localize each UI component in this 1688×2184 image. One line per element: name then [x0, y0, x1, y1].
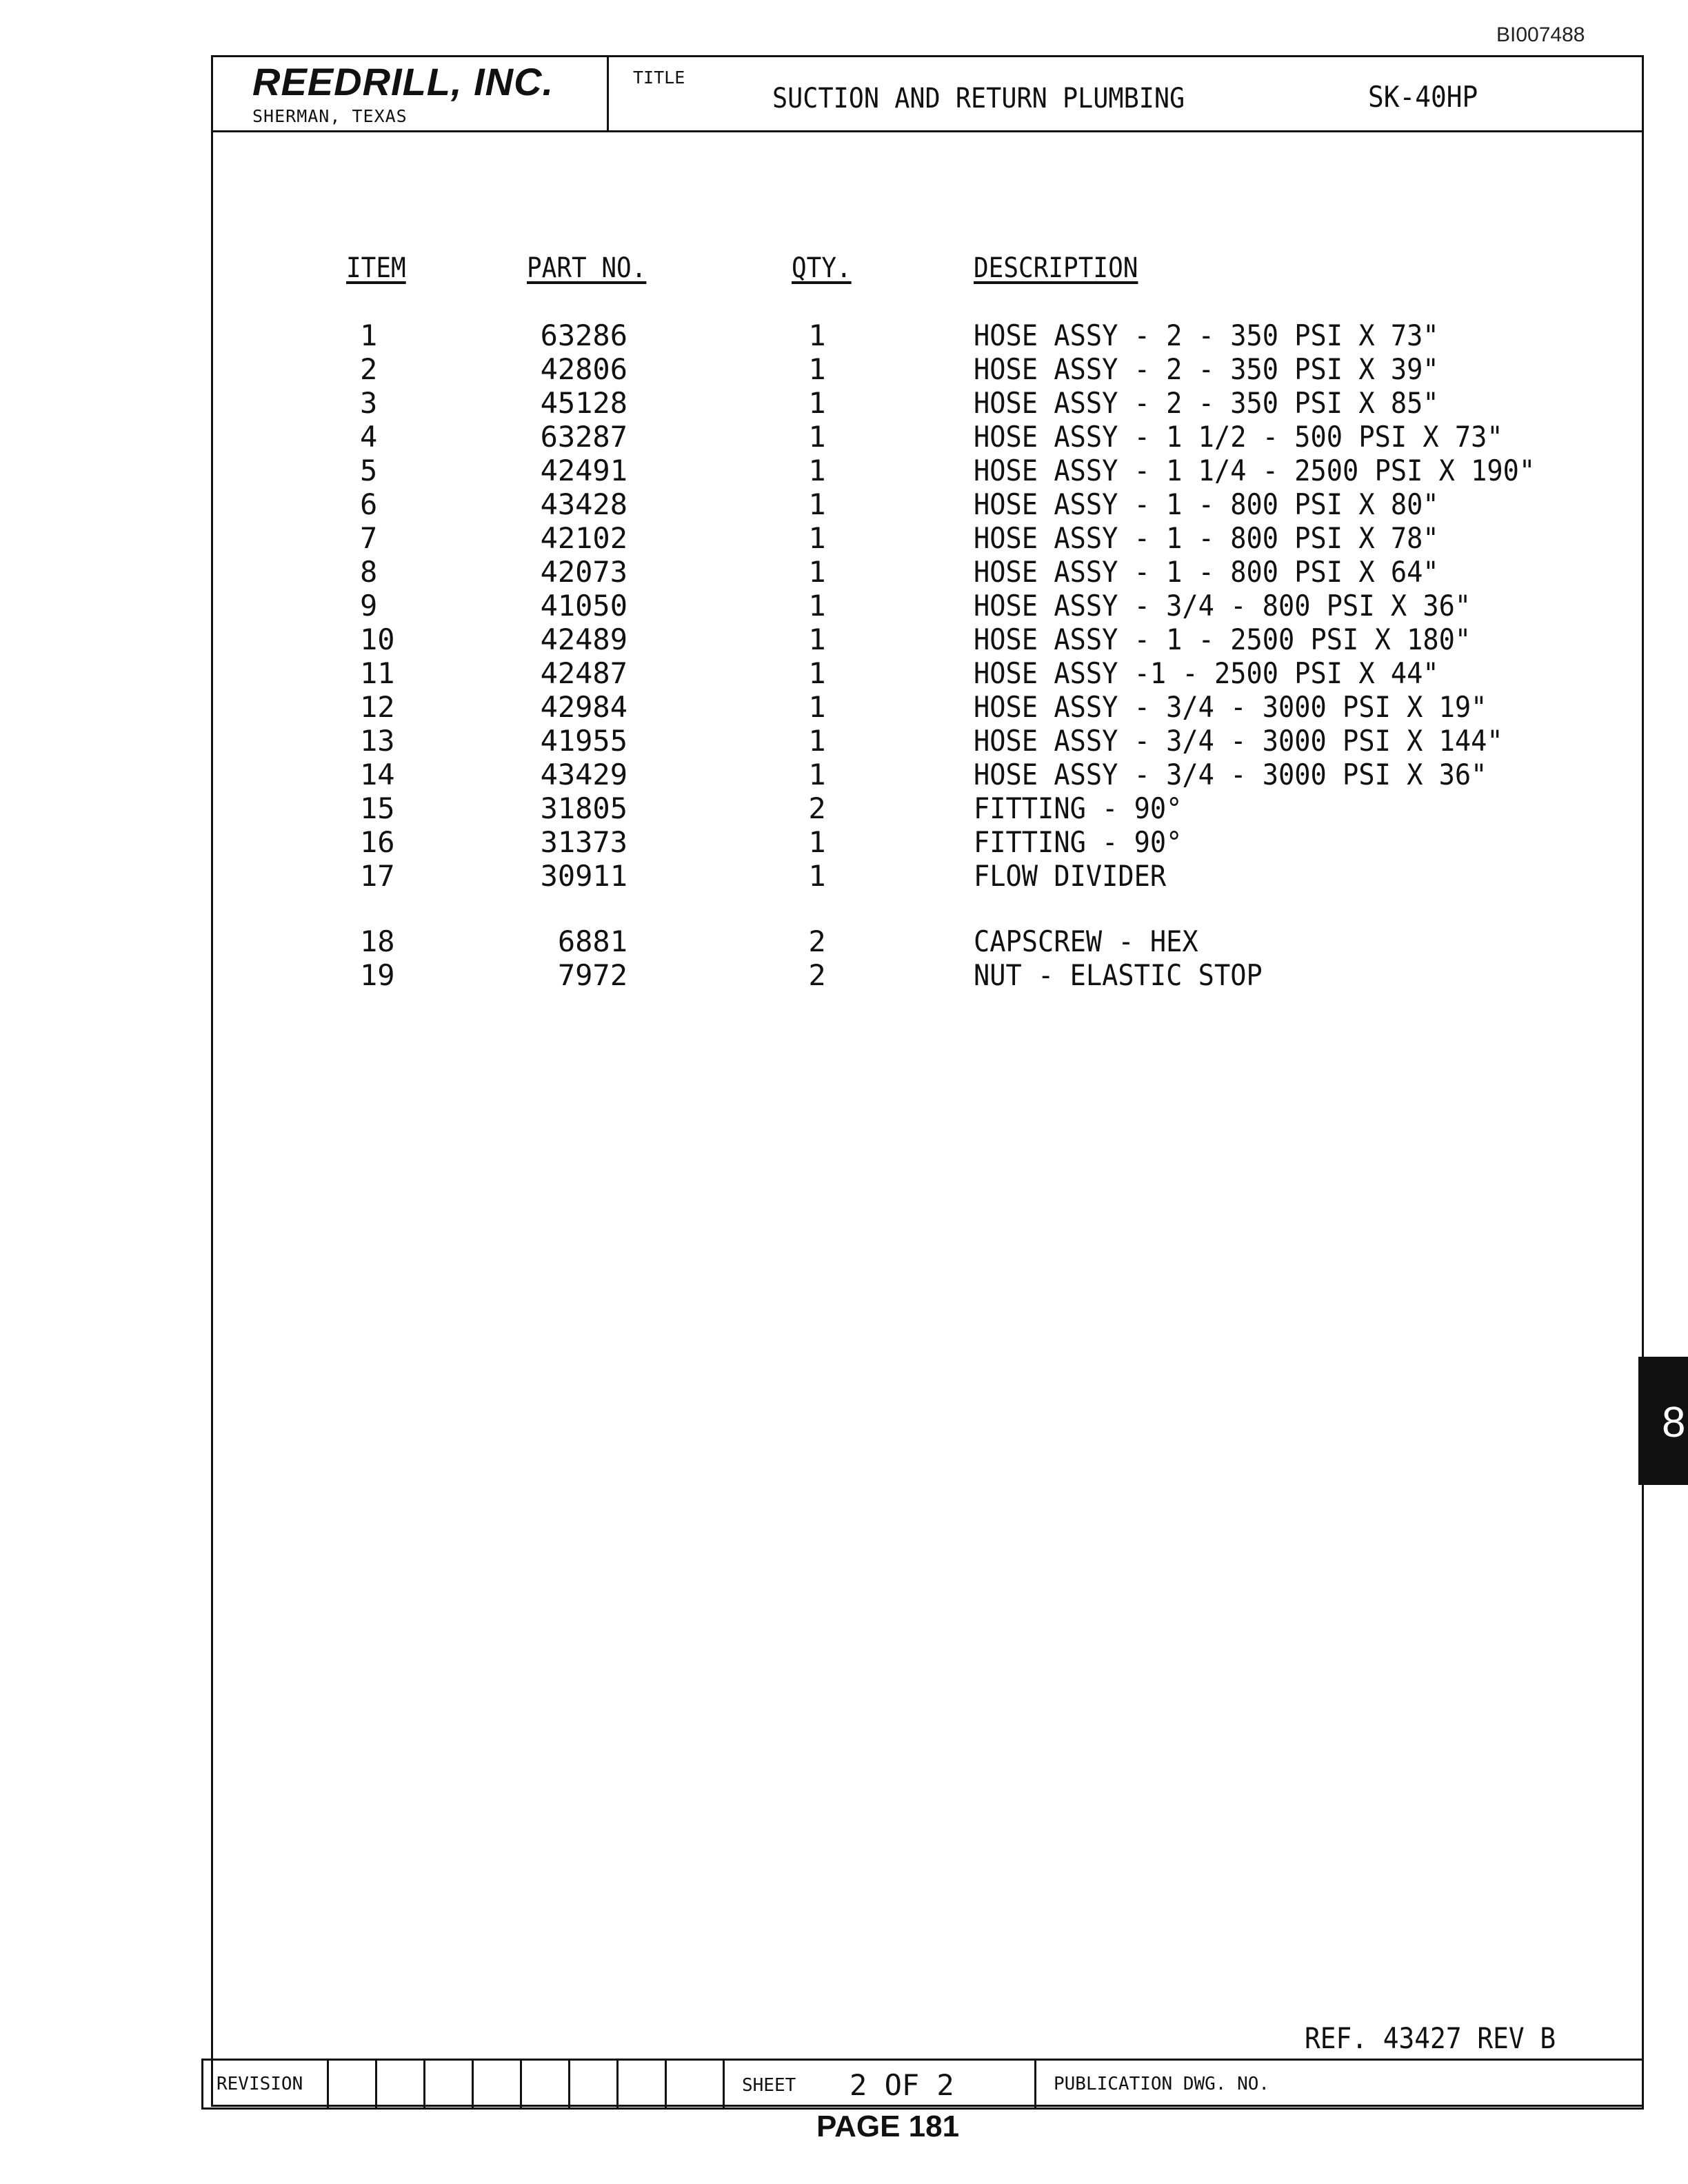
table-row — [0, 690, 1688, 724]
description: HOSE ASSY -1 - 2500 PSI X 44" — [974, 656, 1439, 690]
table-row — [0, 589, 1688, 623]
revision-cell-divider — [472, 2059, 474, 2110]
table-row — [0, 487, 1688, 521]
part-number: 43429 — [540, 758, 627, 791]
item-number: 12 — [360, 690, 395, 724]
description: HOSE ASSY - 1 - 2500 PSI X 180" — [974, 623, 1471, 656]
description: HOSE ASSY - 1 - 800 PSI X 78" — [974, 521, 1439, 555]
part-number: 42806 — [540, 352, 627, 386]
description: HOSE ASSY - 3/4 - 3000 PSI X 144" — [974, 724, 1503, 758]
quantity: 1 — [808, 724, 826, 758]
item-number: 8 — [360, 555, 378, 589]
quantity: 1 — [808, 487, 826, 521]
part-number: 42984 — [540, 690, 627, 724]
revision-cell-divider — [616, 2059, 619, 2110]
model-number: SK-40HP — [1368, 80, 1478, 114]
revision-cell-divider — [665, 2059, 667, 2110]
quantity: 1 — [808, 690, 826, 724]
table-row — [0, 420, 1688, 454]
quantity: 1 — [808, 656, 826, 690]
description: HOSE ASSY - 2 - 350 PSI X 73" — [974, 318, 1439, 352]
table-row — [0, 758, 1688, 791]
title-label: TITLE — [633, 68, 685, 88]
reference-number: REF. 43427 REV B — [1305, 2021, 1556, 2055]
item-number: 16 — [360, 825, 395, 859]
part-number: 7972 — [557, 958, 627, 992]
table-row — [0, 386, 1688, 420]
document-id: BI007488 — [1496, 23, 1585, 46]
publication-label: PUBLICATION DWG. NO. — [1054, 2074, 1270, 2094]
table-row — [0, 521, 1688, 555]
part-number: 42102 — [540, 521, 627, 555]
description: FLOW DIVIDER — [974, 859, 1167, 893]
table-row — [0, 318, 1688, 352]
sheet-number: 2 OF 2 — [850, 2068, 954, 2102]
column-header-item: ITEM — [346, 252, 406, 284]
quantity: 1 — [808, 352, 826, 386]
table-row — [0, 791, 1688, 825]
revision-label: REVISION — [217, 2074, 303, 2094]
item-number: 10 — [360, 623, 395, 656]
item-number: 14 — [360, 758, 395, 791]
company-location: SHERMAN, TEXAS — [252, 106, 408, 126]
quantity: 1 — [808, 521, 826, 555]
quantity: 1 — [808, 454, 826, 487]
quantity: 1 — [808, 758, 826, 791]
table-row — [0, 924, 1688, 958]
item-number: 1 — [360, 318, 378, 352]
description: HOSE ASSY - 1 - 800 PSI X 80" — [974, 487, 1439, 521]
quantity: 1 — [808, 318, 826, 352]
quantity: 1 — [808, 420, 826, 454]
item-number: 7 — [360, 521, 378, 555]
part-number: 42489 — [540, 623, 627, 656]
part-number: 30911 — [540, 859, 627, 893]
part-number: 42491 — [540, 454, 627, 487]
quantity: 1 — [808, 589, 826, 623]
column-header-qty: QTY. — [792, 252, 852, 284]
part-number: 43428 — [540, 487, 627, 521]
item-number: 2 — [360, 352, 378, 386]
quantity: 2 — [808, 958, 826, 992]
quantity: 1 — [808, 825, 826, 859]
description: HOSE ASSY - 3/4 - 3000 PSI X 19" — [974, 690, 1487, 724]
description: HOSE ASSY - 3/4 - 3000 PSI X 36" — [974, 758, 1487, 791]
description: HOSE ASSY - 2 - 350 PSI X 39" — [974, 352, 1439, 386]
quantity: 1 — [808, 386, 826, 420]
quantity: 1 — [808, 623, 826, 656]
item-number: 6 — [360, 487, 378, 521]
item-number: 9 — [360, 589, 378, 623]
table-row — [0, 352, 1688, 386]
quantity: 1 — [808, 555, 826, 589]
revision-cell-divider — [423, 2059, 425, 2110]
part-number: 41050 — [540, 589, 627, 623]
table-row — [0, 555, 1688, 589]
description: HOSE ASSY - 1 1/4 - 2500 PSI X 190" — [974, 454, 1536, 487]
table-row — [0, 859, 1688, 893]
section-tab-number: 8 — [1662, 1399, 1686, 1446]
item-number: 15 — [360, 791, 395, 825]
part-number: 31373 — [540, 825, 627, 859]
column-header-part-no: PART NO. — [527, 252, 647, 284]
part-number: 42487 — [540, 656, 627, 690]
table-row — [0, 454, 1688, 487]
description: NUT - ELASTIC STOP — [974, 958, 1263, 992]
table-row — [0, 656, 1688, 690]
item-number: 5 — [360, 454, 378, 487]
item-number: 17 — [360, 859, 395, 893]
item-number: 19 — [360, 958, 395, 992]
title-block-divider — [607, 55, 609, 132]
quantity: 1 — [808, 859, 826, 893]
part-number: 63286 — [540, 318, 627, 352]
item-number: 3 — [360, 386, 378, 420]
revision-cell-divider — [375, 2059, 377, 2110]
page-number: PAGE 181 — [816, 2110, 960, 2143]
quantity: 2 — [808, 791, 826, 825]
company-name: REEDRILL, INC. — [252, 60, 554, 103]
description: FITTING - 90° — [974, 791, 1183, 825]
revision-cell-divider — [723, 2059, 725, 2110]
quantity: 2 — [808, 924, 826, 958]
sheet-divider — [1034, 2059, 1036, 2110]
description: HOSE ASSY - 2 - 350 PSI X 85" — [974, 386, 1439, 420]
description: CAPSCREW - HEX — [974, 924, 1198, 958]
column-header-description: DESCRIPTION — [974, 252, 1138, 284]
table-row — [0, 958, 1688, 992]
description: FITTING - 90° — [974, 825, 1183, 859]
item-number: 11 — [360, 656, 395, 690]
revision-cell-divider — [327, 2059, 329, 2110]
part-number: 6881 — [557, 924, 627, 958]
description: HOSE ASSY - 3/4 - 800 PSI X 36" — [974, 589, 1471, 623]
item-number: 4 — [360, 420, 378, 454]
revision-cell-divider — [568, 2059, 570, 2110]
item-number: 18 — [360, 924, 395, 958]
part-number: 63287 — [540, 420, 627, 454]
description: HOSE ASSY - 1 1/2 - 500 PSI X 73" — [974, 420, 1503, 454]
table-row — [0, 825, 1688, 859]
part-number: 41955 — [540, 724, 627, 758]
description: HOSE ASSY - 1 - 800 PSI X 64" — [974, 555, 1439, 589]
part-number: 42073 — [540, 555, 627, 589]
revision-cell-divider — [520, 2059, 522, 2110]
table-row — [0, 724, 1688, 758]
part-number: 31805 — [540, 791, 627, 825]
table-row — [0, 623, 1688, 656]
part-number: 45128 — [540, 386, 627, 420]
item-number: 13 — [360, 724, 395, 758]
sheet-label: SHEET — [742, 2075, 796, 2096]
drawing-title: SUCTION AND RETURN PLUMBING — [772, 83, 1185, 114]
